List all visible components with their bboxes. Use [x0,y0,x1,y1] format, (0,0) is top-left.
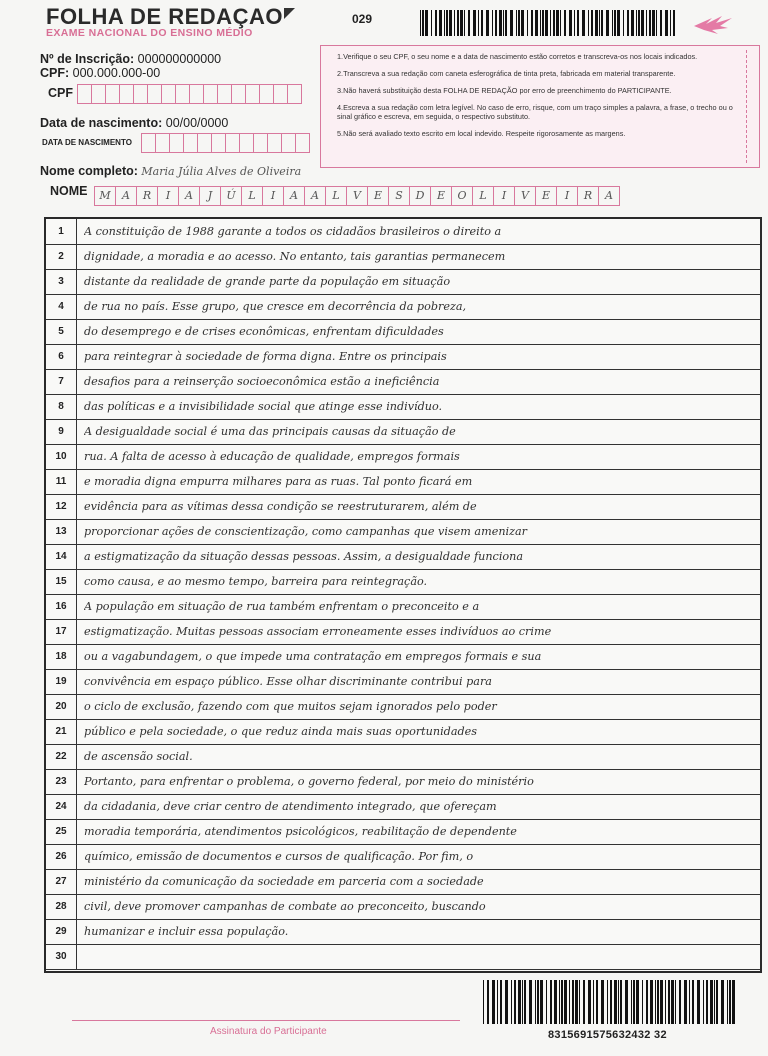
nome-letter-box: V [514,186,535,206]
essay-line [46,619,760,645]
nome-letter-box: A [178,186,199,206]
essay-line-text: A constituição de 1988 garante a todos os cidadãos brasileiros o direito a [84,225,502,238]
line-number: 27 [46,869,77,894]
cpf-box-label: CPF [48,86,73,100]
line-number: 10 [46,444,77,469]
line-number: 12 [46,494,77,519]
barcode-number: 8315691575632432 32 [548,1029,667,1041]
essay-line-text: da cidadania, deve criar centro de atendimento integrado, que ofereçam [84,800,497,813]
essay-line-text: ministério da comunicação da sociedade em parceria com a sociedade [84,875,484,888]
nome-letter-box: L [325,186,346,206]
bird-logo-icon [692,12,734,36]
nome-letter-box: J [199,186,220,206]
perforation-edge [746,50,753,163]
line-number: 22 [46,744,77,769]
essay-line [46,419,760,445]
essay-line [46,319,760,345]
line-number: 20 [46,694,77,719]
essay-line [46,819,760,845]
line-number: 18 [46,644,77,669]
essay-line-text: dignidade, a moradia e ao acesso. No entanto, tais garantias permanecem [84,250,506,263]
essay-line-text: de ascensão social. [84,750,193,763]
essay-line-text: e moradia digna empurra milhares para as ruas. Tal ponto ficará em [84,475,473,488]
essay-line [46,594,760,620]
essay-line-text: do desemprego e de crises econômicas, enfrentam dificuldades [84,325,444,338]
essay-line [46,544,760,570]
essay-line-text: a estigmatização da situação dessas pessoas. Assim, a desigualdade funciona [84,550,524,563]
essay-line-text: ou a vagabundagem, o que impede uma contratação em empregos formais e sua [84,650,542,663]
nome-letter-box: Ú [220,186,241,206]
essay-area [44,217,762,973]
nome-letter-box: R [577,186,598,206]
line-number: 23 [46,769,77,794]
nome-letter-box: A [598,186,620,206]
nascimento-boxes [141,133,310,153]
essay-line [46,744,760,770]
essay-line [46,644,760,670]
form-subtitle: EXAME NACIONAL DO ENSINO MÉDIO [46,27,253,39]
line-number: 24 [46,794,77,819]
essay-line-text: civil, deve promover campanhas de combate ao preconceito, buscando [84,900,486,913]
essay-line [46,294,760,320]
line-number: 2 [46,244,77,269]
line-number: 9 [46,419,77,444]
inscricao-line: Nº de Inscrição: 000000000000 [40,52,222,66]
nome-letter-box: A [115,186,136,206]
line-number: 1 [46,219,77,244]
essay-line [46,494,760,520]
essay-line-text: A desigualdade social é uma das principais causas da situação de [84,425,456,438]
essay-line [46,694,760,720]
nome-letter-box: M [94,186,115,206]
signature-label: Assinatura do Participante [210,1026,327,1037]
essay-line-text: A população em situação de rua também enfrentam o preconceito e a [84,600,480,613]
instruction-item: 1.Verifique o seu CPF, o seu nome e a data de nascimento estão corretos e transcreva-os nos locais indicados. [337,52,698,61]
nome-letter-box: E [430,186,451,206]
essay-line [46,219,760,245]
nome-letter-box: I [157,186,178,206]
cpf-boxes [77,84,302,104]
essay-line [46,344,760,370]
essay-line-text: de rua no país. Esse grupo, que cresce em decorrência da pobreza, [84,300,467,313]
line-number: 5 [46,319,77,344]
line-number: 29 [46,919,77,944]
essay-line [46,844,760,870]
signature-line [72,1020,460,1021]
line-number: 26 [46,844,77,869]
nome-letter-box: D [409,186,430,206]
essay-line-text: como causa, e ao mesmo tempo, barreira para reintegração. [84,575,428,588]
nome-letter-box: R [136,186,157,206]
essay-line-text: distante da realidade de grande parte da população em situação [84,275,451,288]
barcode-top [420,10,678,36]
nascimento-line: Data de nascimento: 00/00/0000 [40,116,229,130]
cpf-line: CPF: 000.000.000-00 [40,66,161,80]
instruction-item: 4.Escreva a sua redação com letra legível. No caso de erro, risque, com um traço simples a palavra, a frase, o trecho ou o sinal gráfico e escreva, em seguida, o respectivo substituto. [337,103,733,121]
essay-line-text: o ciclo de exclusão, fazendo com que muitos sejam ignorados pelo poder [84,700,497,713]
nome-completo-handwritten: Maria Júlia Alves de Oliveira [141,165,302,178]
essay-line-text [84,946,752,968]
essay-line [46,944,760,970]
nome-letter-box: I [556,186,577,206]
nome-letter-box: O [451,186,472,206]
line-number: 15 [46,569,77,594]
nome-letter-box: A [304,186,325,206]
nome-letter-box: S [388,186,409,206]
instructions-panel [320,45,760,168]
essay-line [46,369,760,395]
essay-line [46,794,760,820]
nome-letter-box: A [283,186,304,206]
form-title: FOLHA DE REDAÇAO [46,4,283,29]
essay-line-text: desafios para a reinserção socioeconômica estão a ineficiência [84,375,440,388]
instruction-item: 5.Não será avaliado texto escrito em local indevido. Respeite rigorosamente as margens. [337,129,626,138]
essay-line-text: rua. A falta de acesso à educação de qualidade, empregos formais [84,450,460,463]
line-number: 21 [46,719,77,744]
nome-box-label: NOME [50,184,88,198]
essay-line-text: das políticas e a invisibilidade social que atinge esse indivíduo. [84,400,443,413]
line-number: 19 [46,669,77,694]
line-number: 25 [46,819,77,844]
barcode-bottom [483,980,738,1024]
instruction-item: 3.Não haverá substituição desta FOLHA DE REDAÇÃO por erro de preenchimento do PARTICIPANTE. [337,86,672,95]
essay-line [46,269,760,295]
essay-line-text: convivência em espaço público. Esse olhar discriminante contribui para [84,675,492,688]
nome-letter-box: E [367,186,388,206]
nome-letter-box: I [262,186,283,206]
line-number: 8 [46,394,77,419]
essay-line-text: evidência para as vítimas dessa condição se reestruturarem, além de [84,500,477,513]
line-number: 3 [46,269,77,294]
nome-letter-box: V [346,186,367,206]
line-number: 6 [46,344,77,369]
line-number: 30 [46,944,77,969]
essay-line-text: público e pela sociedade, o que reduz ainda mais suas oportunidades [84,725,478,738]
nome-completo-line: Nome completo: Maria Júlia Alves de Oliveira [40,164,302,178]
essay-line [46,244,760,270]
line-number: 4 [46,294,77,319]
nome-letter-box: L [472,186,493,206]
line-number: 11 [46,469,77,494]
essay-line-text: moradia temporária, atendimentos psicológicos, reabilitação de dependente [84,825,517,838]
essay-line [46,869,760,895]
essay-line [46,444,760,470]
line-number: 7 [46,369,77,394]
line-number: 13 [46,519,77,544]
essay-line-text: estigmatização. Muitas pessoas associam erroneamente esses indivíduos ao crime [84,625,552,638]
essay-line [46,719,760,745]
instruction-item: 2.Transcreva a sua redação com caneta esferográfica de tinta preta, fabricada em material transparente. [337,69,676,78]
line-number: 17 [46,619,77,644]
essay-line-text: Portanto, para enfrentar o problema, o governo federal, por meio do ministério [84,775,534,788]
essay-line [46,894,760,920]
essay-line [46,519,760,545]
corner-triangle-icon [284,8,295,19]
nome-boxes [94,186,620,206]
nome-letter-box: E [535,186,556,206]
nome-letter-box: I [493,186,514,206]
essay-line [46,469,760,495]
line-number: 16 [46,594,77,619]
essay-line [46,669,760,695]
essay-line [46,394,760,420]
essay-line-text: humanizar e incluir essa população. [84,925,289,938]
nascimento-box-label: DATA DE NASCIMENTO [42,138,132,147]
line-number: 14 [46,544,77,569]
essay-line [46,919,760,945]
essay-line-text: químico, emissão de documentos e cursos de qualificação. Por fim, o [84,850,474,863]
essay-line-text: para reintegrar à sociedade de forma digna. Entre os principais [84,350,447,363]
form-code: 029 [352,12,373,26]
essay-line [46,569,760,595]
line-number: 28 [46,894,77,919]
essay-line-text: proporcionar ações de conscientização, como campanhas que visem amenizar [84,525,528,538]
nome-letter-box: L [241,186,262,206]
essay-line [46,769,760,795]
